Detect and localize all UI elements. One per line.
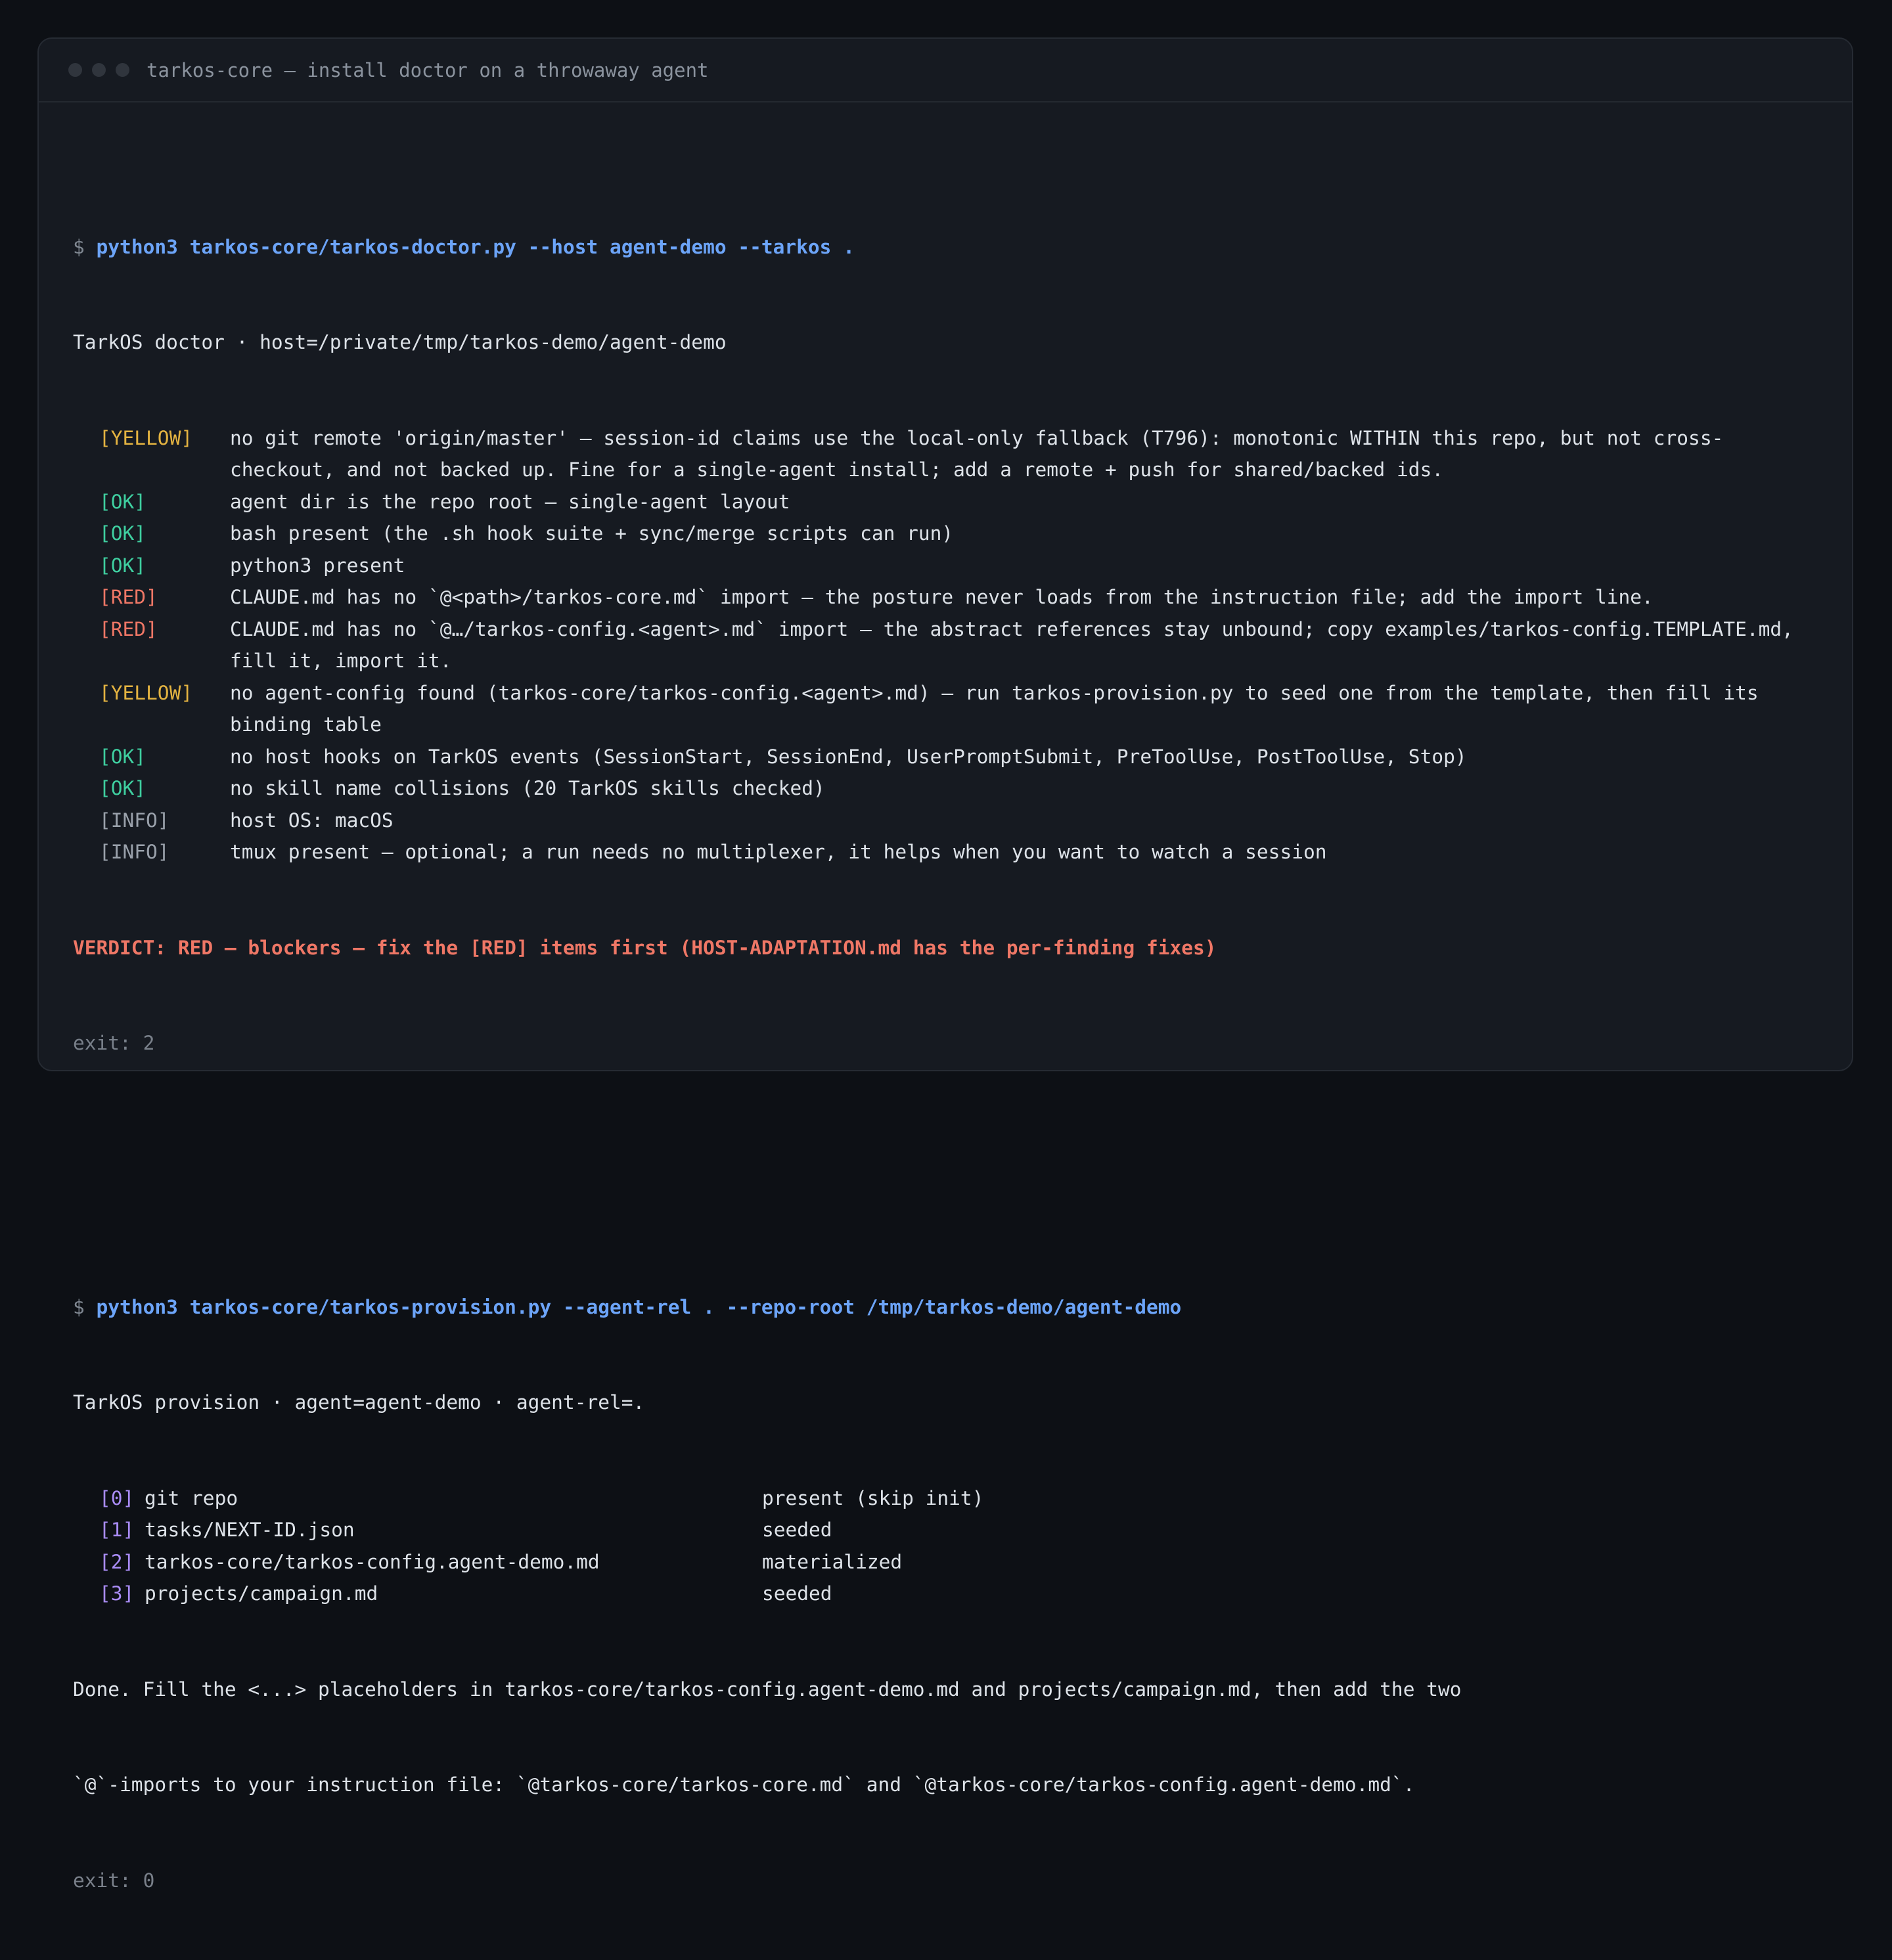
- provision-command: python3 tarkos-core/tarkos-provision.py --agent-rel . --repo-root /tmp/tarkos-demo/agent-demo: [96, 1295, 1182, 1318]
- step-path: tarkos-core/tarkos-config.agent-demo.md: [145, 1550, 600, 1573]
- doctor-verdict: VERDICT: RED — blockers — fix the [RED] items first (HOST-ADAPTATION.md has the per-finding fixes): [73, 936, 1217, 959]
- finding-level-tag: [RED]: [99, 617, 158, 640]
- doctor-findings: [73, 422, 1852, 868]
- finding-message: no host hooks on TarkOS events (SessionStart, SessionEnd, UserPromptSubmit, PreToolUse, PostToolUse, Stop): [230, 745, 1467, 768]
- finding-level-tag: [INFO]: [99, 841, 169, 863]
- finding-level-tag: [YELLOW]: [99, 681, 193, 704]
- finding-level-tag: [OK]: [99, 554, 146, 577]
- finding-level-tag: [YELLOW]: [99, 426, 193, 449]
- finding-message: agent dir is the repo root — single-agent layout: [230, 490, 790, 513]
- finding-message: bash present (the .sh hook suite + sync/merge scripts can run): [230, 522, 954, 545]
- provision-step-row: [73, 1482, 1852, 1515]
- finding-level-tag: [OK]: [99, 490, 146, 513]
- provision-exit-code: exit: 0: [73, 1869, 155, 1892]
- close-window-dot-icon[interactable]: [68, 63, 82, 77]
- provision-done-line-2: `@`-imports to your instruction file: `@tarkos-core/tarkos-core.md` and `@tarkos-core/tarkos-config.agent-demo.md`.: [73, 1773, 1415, 1796]
- finding-row: [73, 836, 1852, 868]
- step-path: git repo: [145, 1486, 238, 1509]
- finding-message: host OS: macOS: [230, 809, 394, 832]
- shell-prompt: $: [73, 235, 85, 258]
- finding-message: no agent-config found (tarkos-core/tarkos-config.<agent>.md) — run tarkos-provision.py to seed one from the template, then fill its binding table: [230, 681, 1759, 736]
- provision-steps: [73, 1482, 1852, 1610]
- finding-message: no git remote 'origin/master' — session-id claims use the local-only fallback (T796): monotonic WITHIN this repo, but not cross- checkout, and not backed up. Fine for a single-agent install; add a remote + push for shared/backed ids.: [230, 426, 1724, 481]
- provision-step-row: [73, 1546, 1852, 1578]
- step-index: [1]: [99, 1519, 135, 1541]
- doctor-exit-code: exit: 2: [73, 1032, 155, 1054]
- finding-level-tag: [OK]: [99, 745, 146, 768]
- doctor-command: python3 tarkos-core/tarkos-doctor.py --host agent-demo --tarkos .: [96, 235, 855, 258]
- finding-level-tag: [OK]: [99, 777, 146, 799]
- step-status: present (skip init): [762, 1486, 984, 1509]
- step-path: projects/campaign.md: [145, 1582, 378, 1605]
- finding-message: no skill name collisions (20 TarkOS skills checked): [230, 777, 825, 799]
- finding-row: [73, 486, 1852, 518]
- minimize-window-dot-icon[interactable]: [92, 63, 106, 77]
- finding-message: python3 present: [230, 554, 405, 577]
- finding-message: CLAUDE.md has no `@…/tarkos-config.<agent>.md` import — the abstract references stay unbound; copy examples/tarkos-config.TEMPLATE.md, fill it, import it.: [230, 617, 1793, 672]
- finding-row: [73, 518, 1852, 550]
- finding-row: [73, 741, 1852, 773]
- finding-level-tag: [RED]: [99, 586, 158, 608]
- provision-step-row: [73, 1578, 1852, 1610]
- provision-header: TarkOS provision · agent=agent-demo · agent-rel=.: [73, 1391, 645, 1414]
- shell-prompt: $: [73, 1295, 85, 1318]
- finding-row: [73, 805, 1852, 837]
- window-title: tarkos-core — install doctor on a throwaway agent: [146, 58, 709, 81]
- provision-done-line-1: Done. Fill the <...> placeholders in tarkos-core/tarkos-config.agent-demo.md and projects/campaign.md, then add the two: [73, 1678, 1462, 1701]
- finding-level-tag: [OK]: [99, 522, 146, 545]
- finding-row: [73, 677, 1852, 741]
- step-index: [2]: [99, 1550, 135, 1573]
- spacer: [73, 1123, 1852, 1164]
- step-path: tasks/NEXT-ID.json: [145, 1519, 355, 1541]
- step-index: [0]: [99, 1486, 135, 1509]
- title-bar: [39, 39, 1852, 102]
- step-status: seeded: [762, 1582, 832, 1605]
- step-index: [3]: [99, 1582, 135, 1605]
- finding-row: [73, 581, 1852, 613]
- doctor-command-line: [73, 231, 1852, 263]
- finding-message: CLAUDE.md has no `@<path>/tarkos-core.md` import — the posture never loads from the instruction file; add the import line.: [230, 586, 1654, 608]
- finding-row: [73, 772, 1852, 805]
- finding-row: [73, 422, 1852, 486]
- maximize-window-dot-icon[interactable]: [116, 63, 129, 77]
- step-status: seeded: [762, 1519, 832, 1541]
- step-status: materialized: [762, 1550, 903, 1573]
- doctor-header: TarkOS doctor · host=/private/tmp/tarkos-demo/agent-demo: [73, 331, 727, 353]
- provision-step-row: [73, 1514, 1852, 1546]
- finding-message: tmux present — optional; a run needs no multiplexer, it helps when you want to watch a session: [230, 841, 1327, 863]
- terminal-output[interactable]: [39, 102, 1852, 1960]
- provision-command-line: [73, 1291, 1852, 1324]
- finding-row: [73, 550, 1852, 582]
- terminal-window: [37, 37, 1853, 1892]
- finding-level-tag: [INFO]: [99, 809, 169, 832]
- window-controls: [68, 63, 129, 77]
- finding-row: [73, 613, 1852, 677]
